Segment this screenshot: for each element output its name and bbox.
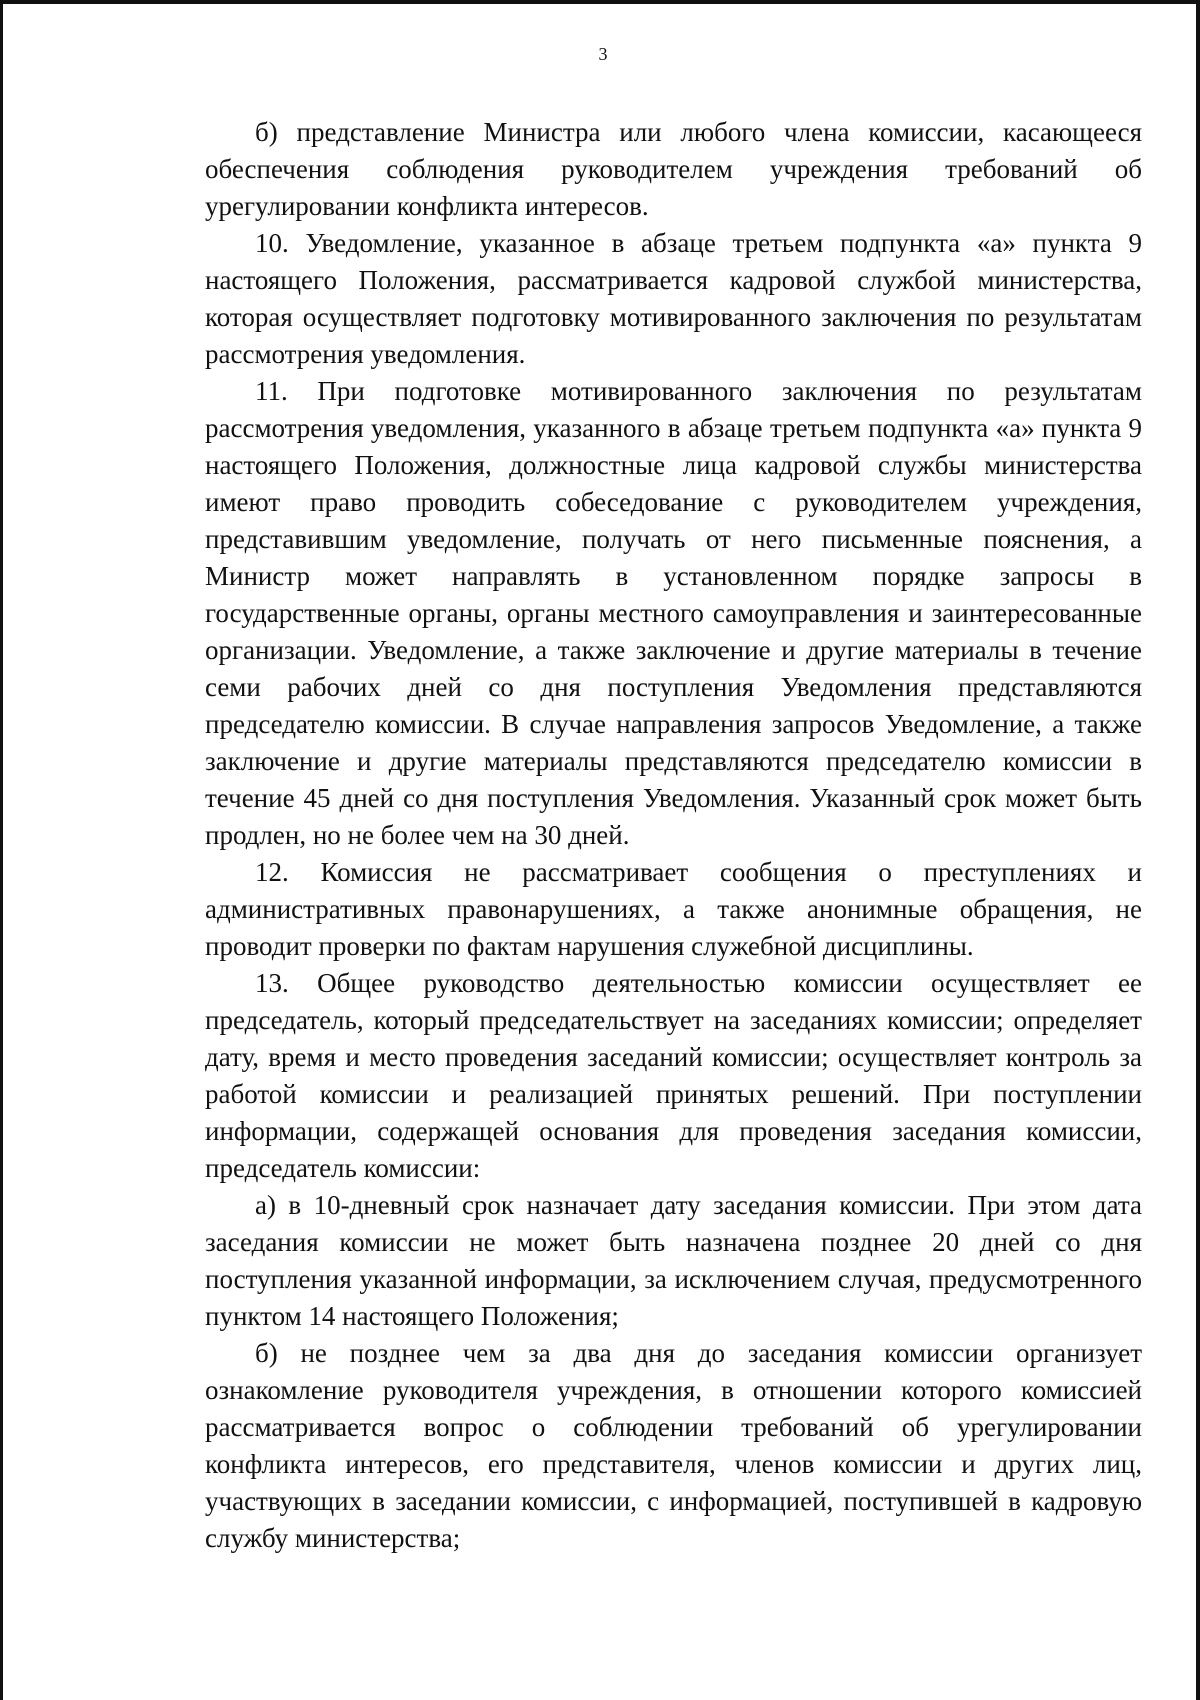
document-body [205,114,1142,1557]
page-number: 3 [598,44,608,64]
paragraph-12: 12. Комиссия не рассматривает сообщения о преступлениях и административных правонарушениях, а также анонимные обращения, не проводит проверки по фактам нарушения служебной дисциплины. [205,857,1142,961]
paragraph-13-a: а) в 10-дневный срок назначает дату заседания комиссии. При этом дата заседания комиссии не может быть назначена позднее 20 дней со дня поступления указанной информации, за исключением случая, предусмотренного пунктом 14 настоящего Положения; [205,1190,1142,1331]
paragraph-10: 10. Уведомление, указанное в абзаце третьем подпункта «а» пункта 9 настоящего Положения, рассматривается кадровой службой министерства, которая осуществляет подготовку мотивированного заключения по результатам рассмотрения уведомления. [205,228,1142,369]
paragraph-13-b: б) не позднее чем за два дня до заседания комиссии организует ознакомление руководителя учреждения, в отношении которого комиссией рассматривается вопрос о соблюдении требований об урегулировании конфликта интересов, его представителя, членов комиссии и других лиц, участвующих в заседании комиссии, с информацией, поступившей в кадровую службу министерства; [205,1338,1142,1553]
paragraph-11: 11. При подготовке мотивированного заключения по результатам рассмотрения уведомления, указанного в абзаце третьем подпункта «а» пункта 9 настоящего Положения, должностные лица кадровой службы министерства имеют право проводить собеседование с руководителем учреждения, представившим уведомление, получать от него письменные пояснения, а Министр может направлять в установленном порядке запросы в государственные органы, органы местного самоуправления и заинтересованные организации. Уведомление, а также заключение и другие материалы в течение семи рабочих дней со дня поступления Уведомления представляются председателю комиссии. В случае направления запросов Уведомление, а также заключение и другие материалы представляются председателю комиссии в течение 45 дней со дня поступления Уведомления. Указанный срок может быть продлен, но не более чем на 30 дней. [205,376,1142,850]
paragraph-13: 13. Общее руководство деятельностью комиссии осуществляет ее председатель, который председательствует на заседаниях комиссии; определяет дату, время и место проведения заседаний комиссии; осуществляет контроль за работой комиссии и реализацией принятых решений. При поступлении информации, содержащей основания для проведения заседания комиссии, председатель комиссии: [205,968,1142,1183]
paragraph-b-submission: б) представление Министра или любого члена комиссии, касающееся обеспечения соблюдения руководителем учреждения требований об урегулировании конфликта интересов. [205,117,1142,221]
